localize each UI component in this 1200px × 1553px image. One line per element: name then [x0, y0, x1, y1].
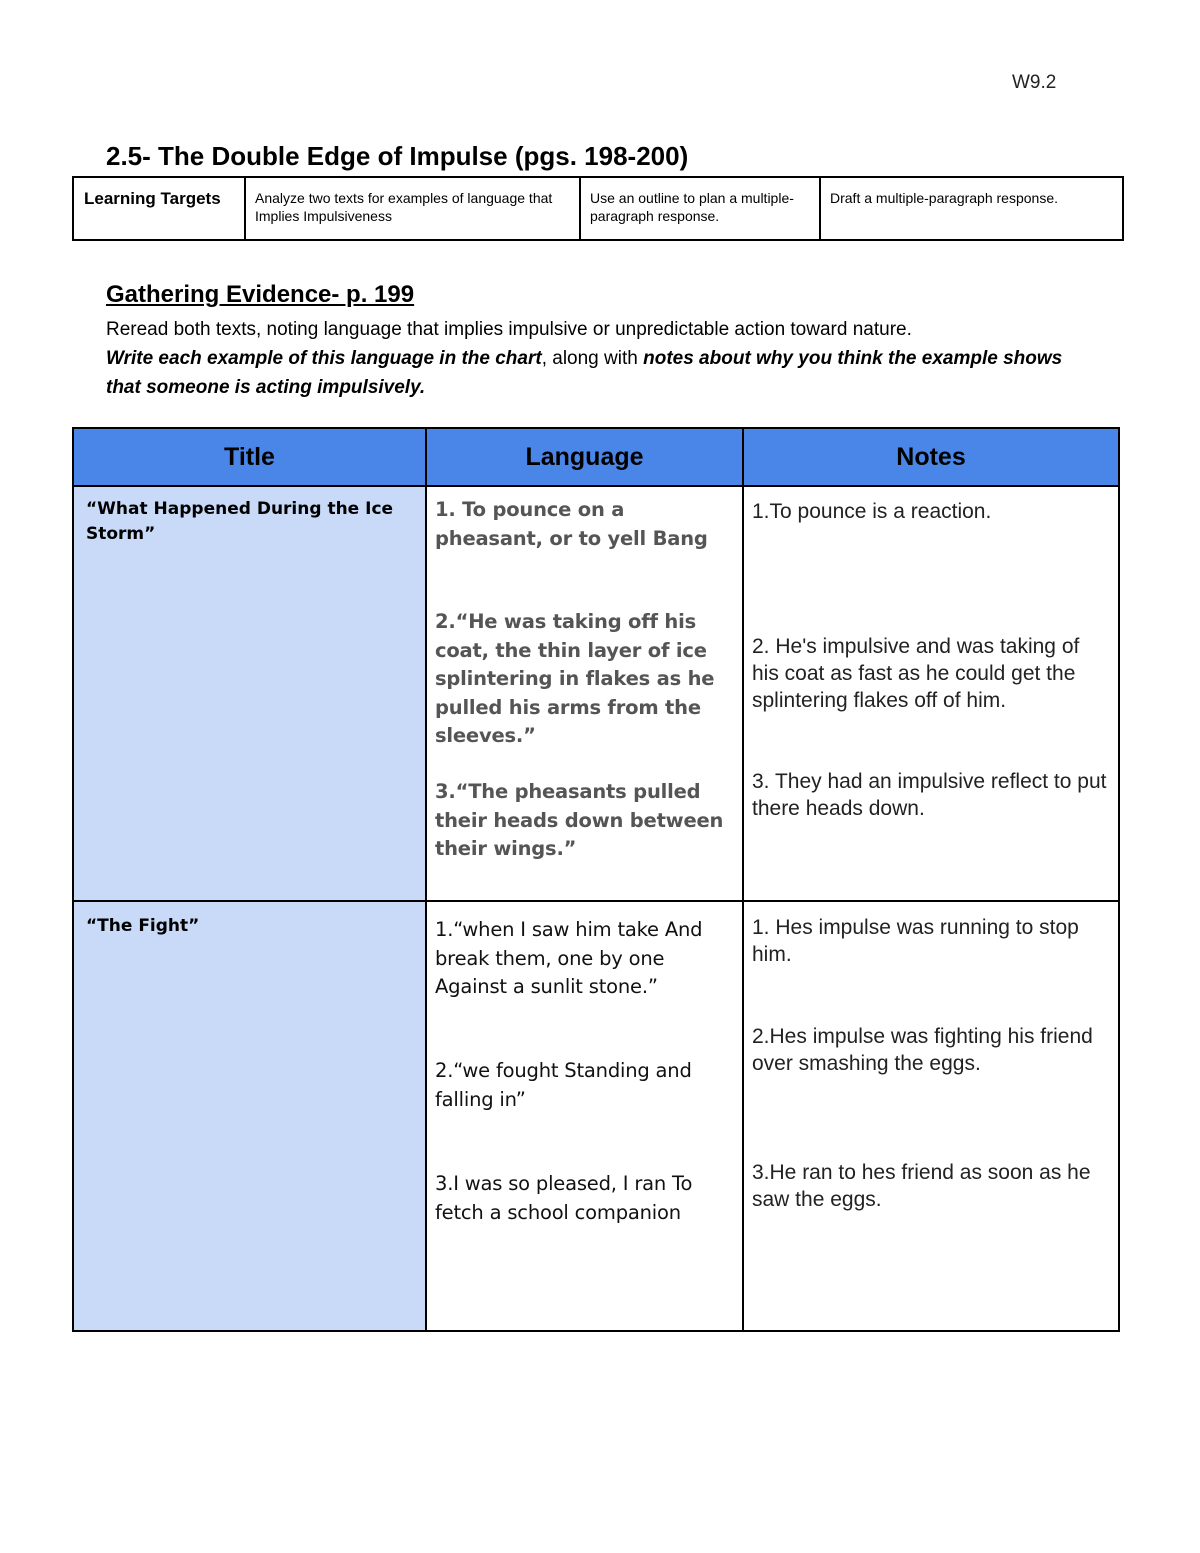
note-entry: 1. Hes impulse was running to stop him. — [752, 916, 1079, 966]
note-entry: 2. He's impulsive and was taking of his coat as fast as he could get the splintering flakes off of him. — [752, 635, 1080, 712]
language-entry: 1.“when I saw him take And break them, one by one Against a sunlit stone.” — [435, 918, 703, 998]
page-title: 2.5- The Double Edge of Impulse (pgs. 198-200) — [106, 141, 689, 171]
instructions-line: Reread both texts, noting language that implies impulsive or unpredictable action toward nature. — [106, 319, 912, 340]
table-header-row — [73, 428, 1119, 486]
language-entry: 2.“we fought Standing and falling in” — [435, 1059, 692, 1111]
table-row — [73, 901, 1119, 1331]
section-title: Gathering Evidence- p. 199 — [106, 281, 415, 308]
learning-targets-label: Learning Targets — [73, 177, 245, 240]
row-title: “The Fight” — [86, 916, 200, 936]
notes-cell — [743, 901, 1119, 1331]
note-entry: 2.Hes impulse was fighting his friend over smashing the eggs. — [752, 1025, 1093, 1075]
row-title: “What Happened During the Ice Storm” — [86, 499, 394, 544]
row-title-cell — [73, 486, 426, 901]
page-id: W9.2 — [1012, 72, 1057, 93]
learning-target-1: Analyze two texts for examples of language that Implies Impulsiveness — [245, 177, 580, 240]
learning-target-3: Draft a multiple-paragraph response. — [820, 177, 1123, 240]
learning-targets-table — [72, 176, 1124, 241]
language-entry: 3.I was so pleased, I ran To fetch a school companion — [435, 1172, 693, 1224]
language-cell — [426, 486, 743, 901]
language-entry: 1. To pounce on a pheasant, or to yell Bang — [435, 498, 708, 550]
evidence-table — [72, 427, 1120, 1332]
instructions-directive — [106, 344, 1066, 402]
instructions-connector: , along with — [541, 348, 644, 369]
header-language: Language — [426, 428, 743, 486]
learning-target-2: Use an outline to plan a multiple-paragraph response. — [580, 177, 820, 240]
instructions-emphasis-2: notes about why you think the example shows that someone is acting impulsively. — [106, 348, 1063, 398]
header-notes: Notes — [743, 428, 1119, 486]
instructions — [106, 315, 1066, 402]
language-entry: 3.“The pheasants pulled their heads down between their wings.” — [435, 780, 724, 860]
note-entry: 1.To pounce is a reaction. — [752, 500, 992, 523]
header-title: Title — [73, 428, 426, 486]
note-entry: 3.He ran to hes friend as soon as he saw the eggs. — [752, 1161, 1091, 1211]
instructions-emphasis-1: Write each example of this language in the chart — [106, 348, 542, 369]
language-cell — [426, 901, 743, 1331]
language-entry: 2.“He was taking off his coat, the thin layer of ice splintering in flakes as he pulled his arms from the sleeves.” — [435, 610, 715, 747]
note-entry: 3. They had an impulsive reflect to put there heads down. — [752, 770, 1107, 820]
table-row — [73, 486, 1119, 901]
row-title-cell — [73, 901, 426, 1331]
notes-cell — [743, 486, 1119, 901]
